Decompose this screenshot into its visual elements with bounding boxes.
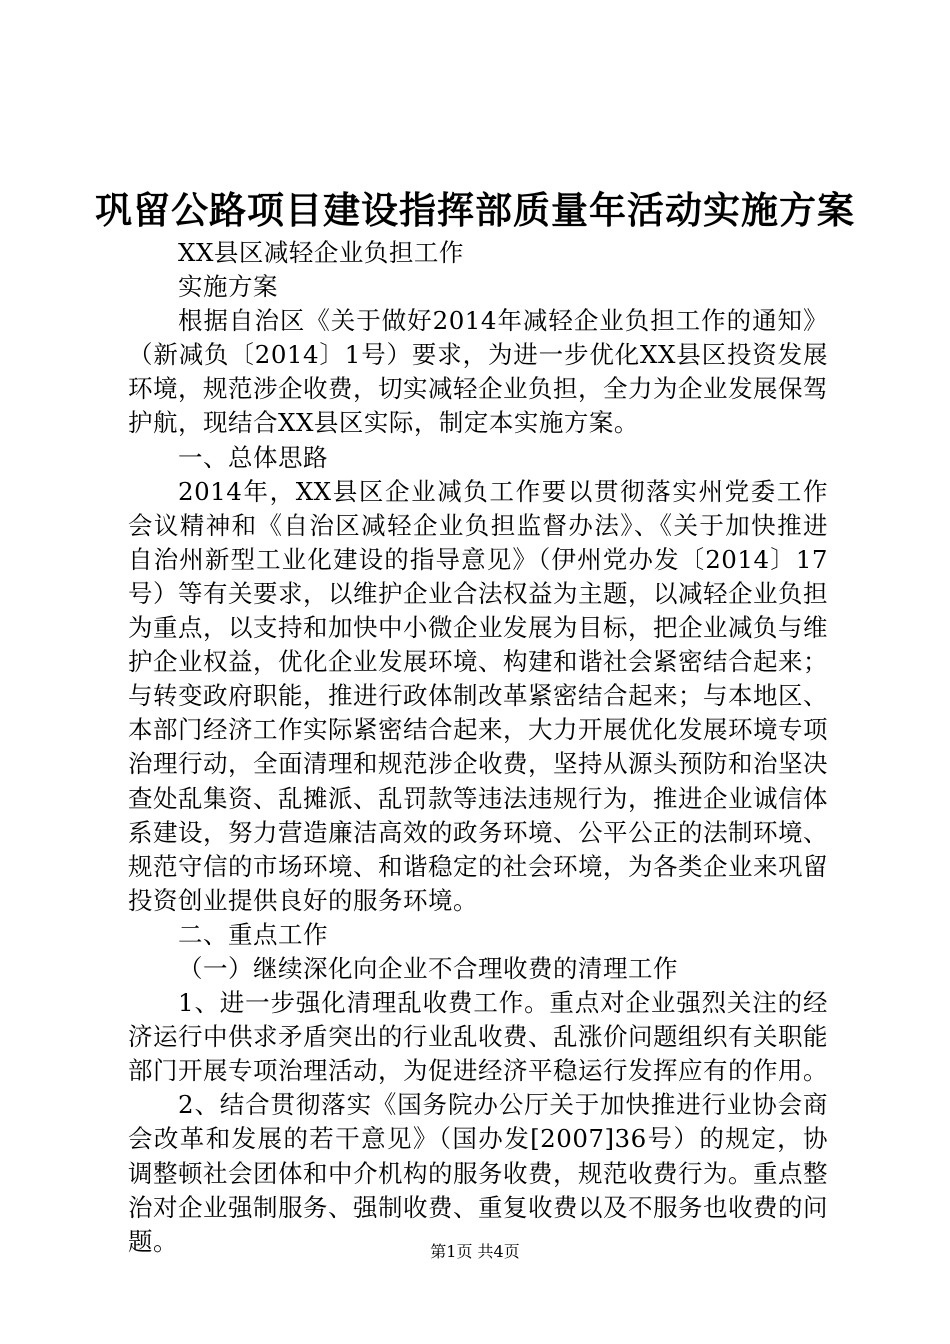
paragraph-item-1: 1、进一步强化清理乱收费工作。重点对企业强烈关注的经济运行中供求矛盾突出的行业乱收费、乱涨价问题组织有关职能部门开展专项治理活动，为促进经济平稳运行发挥应有的作用。: [128, 988, 828, 1086]
section-heading-key-work: 二、重点工作: [178, 919, 328, 949]
document-title: 巩留公路项目建设指挥部质量年活动实施方案: [95, 188, 855, 232]
document-body: [128, 236, 828, 1259]
paragraph-heading-unit: XX县区减轻企业负担工作: [178, 238, 464, 267]
section-heading-overall: 一、总体思路: [178, 442, 328, 472]
paragraph-intro: 根据自治区《关于做好2014年减轻企业负担工作的通知》（新减负〔2014〕1号）要求，为进一步优化XX县区投资发展环境，规范涉企收费，切实减轻企业负担，全力为企业发展保驾护航，现结合XX县区实际，制定本实施方案。: [128, 306, 828, 438]
paragraph-overall: 2014年，XX县区企业减负工作要以贯彻落实州党委工作会议精神和《自治区减轻企业负担监督办法》、《关于加快推进自治州新型工业化建设的指导意见》（伊州党办发〔2014〕17号）等有关要求，以维护企业合法权益为主题，以减轻企业负担为重点，以支持和加快中小微企业发展为目标，把企业减负与维护企业权益，优化企业发展环境、构建和谐社会紧密结合起来；与转变政府职能，推进行政体制改革紧密结合起来；与本地区、本部门经济工作实际紧密结合起来，大力开展优化发展环境专项治理行动，全面清理和规范涉企收费，坚持从源头预防和治坚决查处乱集资、乱摊派、乱罚款等违法违规行为，推进企业诚信体系建设，努力营造廉洁高效的政务环境、公平公正的法制环境、规范守信的市场环境、和谐稳定的社会环境，为各类企业来巩留投资创业提供良好的服务环境。: [128, 476, 828, 915]
page-footer: 第1页 共4页: [430, 1242, 520, 1261]
paragraph-item-2: 2、结合贯彻落实《国务院办公厅关于加快推进行业协会商会改革和发展的若干意见》（国办发[2007]36号）的规定，协调整顿社会团体和中介机构的服务收费，规范收费行为。重点整治对企业强制服务、强制收费、重复收费以及不服务也收费的问题。: [128, 1090, 828, 1256]
paragraph-heading-plan: 实施方案: [178, 272, 278, 302]
subsection-heading-1: （一）继续深化向企业不合理收费的清理工作: [178, 953, 678, 983]
